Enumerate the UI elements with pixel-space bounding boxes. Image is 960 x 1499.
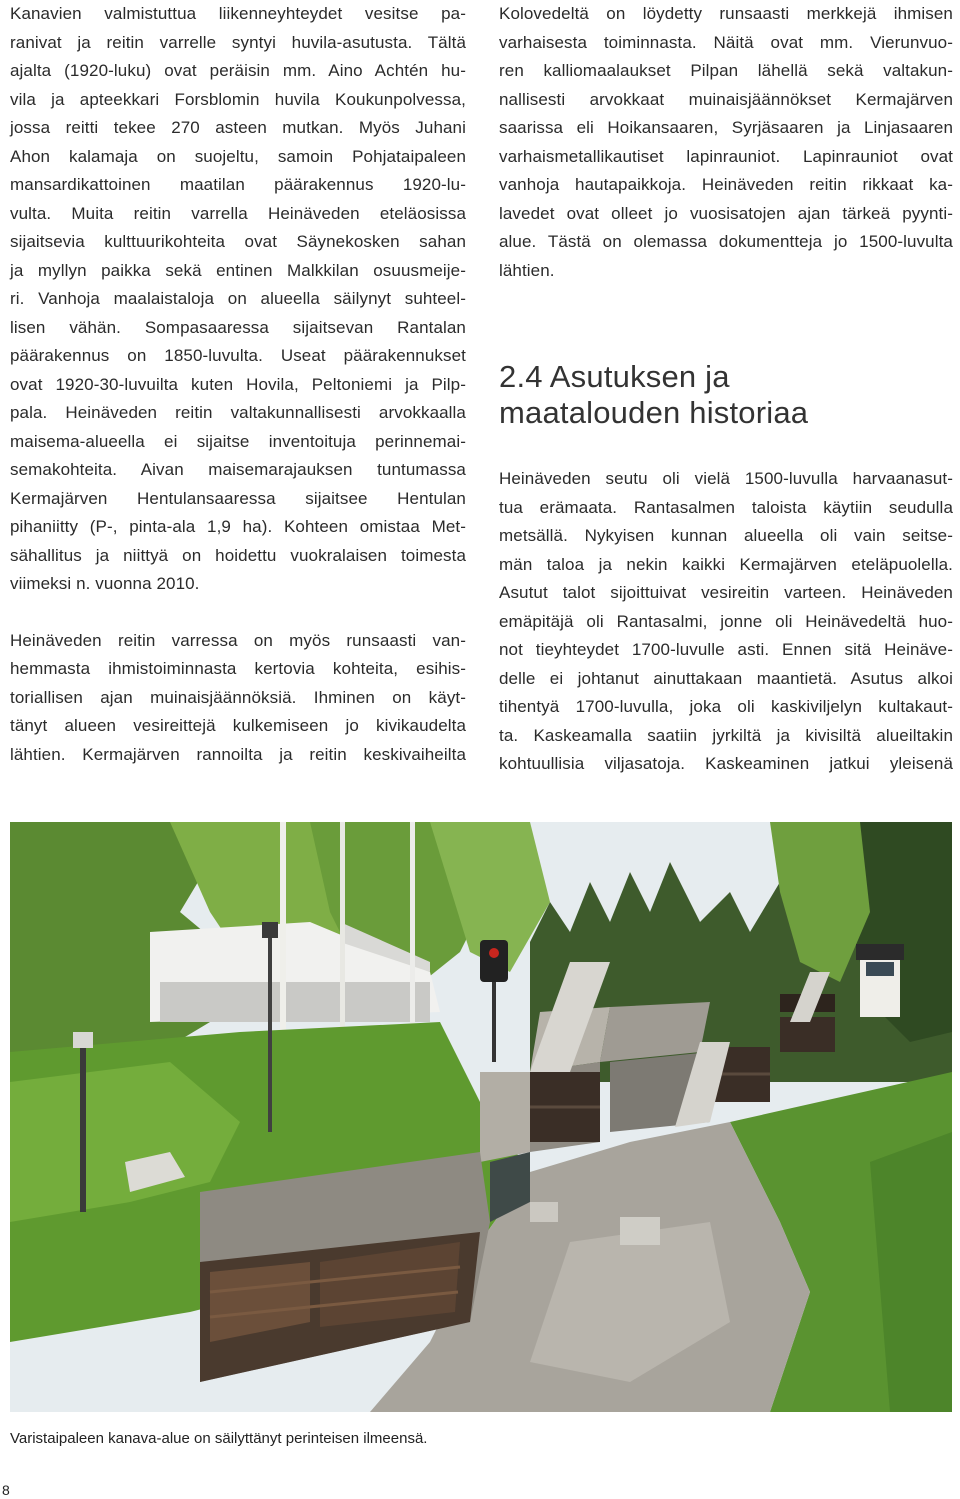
- text-line: tihentyä 1700-luvulla, joka oli kaskiviljelyn kultakaut-: [499, 697, 953, 716]
- text-line: emäpitäjä oli Rantasalmi, jonne oli Heinävedeltä huo-: [499, 611, 953, 631]
- text-line: Heinäveden seutu oli vielä 1500-luvulla harvaanasut-: [499, 469, 953, 488]
- text-line: semakohteita. Aivan maisemarajauksen tuntumassa: [10, 460, 466, 479]
- text-line: jossa reitti tekee 270 asteen mutkan. Myös Juhani: [10, 118, 466, 137]
- text-line: varhaismetallikautiset lapinrauniot. Lapinrauniot ovat: [499, 146, 953, 166]
- text-line: vulta. Muita reitin varrella Heinäveden eteläosissa: [10, 203, 466, 223]
- text-line: män taloa ja nekin kaikki Kermajärven eteläpuolella.: [499, 554, 953, 574]
- text-line: viimeksi n. vuonna 2010.: [10, 574, 200, 593]
- text-line: Kolovedeltä on löydetty runsaasti merkkejä ihmisen: [499, 4, 953, 23]
- text-line: maisema-alueella ei sijaitse inventoituja perinnemai-: [10, 431, 466, 451]
- text-line: ovat 1920-30-luvuilta kuten Hovila, Peltoniemi ja Pilp-: [10, 374, 466, 394]
- text-line: metsällä. Nykyisen kunnan alueella oli vain seitse-: [499, 526, 953, 545]
- text-line: sähallitus ja niittyä on hoidettu vuokralaisen toimesta: [10, 545, 466, 565]
- canal-locks-photo: [10, 822, 952, 1412]
- figure-caption: Varistaipaleen kanava-alue on säilyttänyt perinteisen ilmeensä.: [10, 1430, 428, 1447]
- text-line: ja myllyn paikka sekä entinen Malkkilan osuusmeije-: [10, 260, 466, 280]
- text-line: vila ja apteekkari Forsblomin huvila Koukunpolvessa,: [10, 89, 466, 109]
- text-line: varhaisesta toiminnasta. Näitä ovat mm. Vierunvuo-: [499, 32, 953, 52]
- left-paragraph-1: [10, 0, 466, 599]
- heading-line: maatalouden historiaa: [499, 395, 809, 430]
- text-line: Asutut talot sijoittuivat vesireitin varteen. Heinäveden: [499, 583, 953, 602]
- text-line: mansardikattoinen maatilan päärakennus 1920-lu-: [10, 175, 466, 194]
- text-line: ri. Vanhoja maalaistaloja on alueella säilynyt suhteel-: [10, 289, 466, 308]
- heading-line: 2.4 Asutuksen ja: [499, 359, 730, 394]
- text-line: lisen vähän. Sompasaaressa sijaitsevan Rantalan: [10, 317, 466, 337]
- text-line: päärakennus on 1850-luvulta. Useat päärakennukset: [10, 346, 466, 365]
- text-line: ajalta (1920-luku) ovat peräisin mm. Aino Achtén hu-: [10, 61, 466, 80]
- text-line: kohtuullisia viljasatoja. Kaskeaminen jatkui yleisenä: [499, 754, 953, 773]
- text-line: lähtien.: [499, 260, 555, 280]
- text-line: alue. Tästä on olemassa dokumentteja jo 1500-luvulta: [499, 232, 953, 251]
- text-line: vanhoja hautapaikkoja. Heinäveden reitin rikkaat ka-: [499, 175, 953, 194]
- text-line: lavedet ovat olleet jo vuosisatojen ajan tärkeä pyynti-: [499, 203, 953, 223]
- text-line: delle ei johtanut ainuttakaan maantietä. Asutus alkoi: [499, 668, 953, 688]
- text-line: sijaitsevia kulttuurikohteita ovat Säynekosken sahan: [10, 232, 466, 251]
- page-number: 8: [2, 1482, 10, 1498]
- left-paragraph-2: [10, 627, 466, 770]
- text-line: pihaniitty (P-, pinta-ala 1,9 ha). Kohteen omistaa Met-: [10, 517, 466, 536]
- right-column: [499, 0, 953, 779]
- text-line: ta. Kaskeamalla saatiin jyrkiltä ja kivisiltä alueiltakin: [499, 725, 953, 745]
- text-line: Kermajärven Hentulansaaressa sijaitsee Hentulan: [10, 488, 466, 508]
- text-line: tänyt alueen vesireittejä kulkemiseen jo kivikaudelta: [10, 716, 466, 735]
- text-line: saarissa eli Hoikansaaren, Syrjäsaaren ja Linjasaaren: [499, 118, 953, 137]
- text-line: lähtien. Kermajärven rannoilta ja reitin keskivaiheilta: [10, 744, 466, 764]
- right-paragraph-2: [499, 465, 953, 779]
- left-column: [10, 0, 466, 769]
- text-line: not tieyhteydet 1700-luvulle asti. Ennen sitä Heinäve-: [499, 640, 953, 659]
- text-line: ranivat ja reitin varrelle syntyi huvila-asutusta. Tältä: [10, 32, 466, 52]
- text-line: Ahon kalamaja on suojeltu, samoin Pohjataipaleen: [10, 146, 466, 166]
- text-line: Kanavien valmistuttua liikenneyhteydet vesitse pa-: [10, 4, 466, 23]
- text-line: ren kalliomaalaukset Pilpan lähellä sekä valtakun-: [499, 61, 953, 80]
- text-line: tua erämaata. Rantasalmen taloista käytiin seudulla: [499, 497, 953, 517]
- text-line: nallisesti arvokkaat muinaisjäännökset Kermajärven: [499, 89, 953, 109]
- section-heading: [499, 359, 953, 431]
- right-paragraph-1: [499, 0, 953, 285]
- text-line: hemmasta ihmistoiminnasta kertovia kohteita, esihis-: [10, 659, 466, 678]
- text-line: Heinäveden reitin varressa on myös runsaasti van-: [10, 630, 466, 650]
- text-line: pala. Heinäveden reitin valtakunnallisesti arvokkaalla: [10, 403, 466, 422]
- text-line: toriallisen ajan muinaisjäännöksiä. Ihminen on käyt-: [10, 687, 466, 707]
